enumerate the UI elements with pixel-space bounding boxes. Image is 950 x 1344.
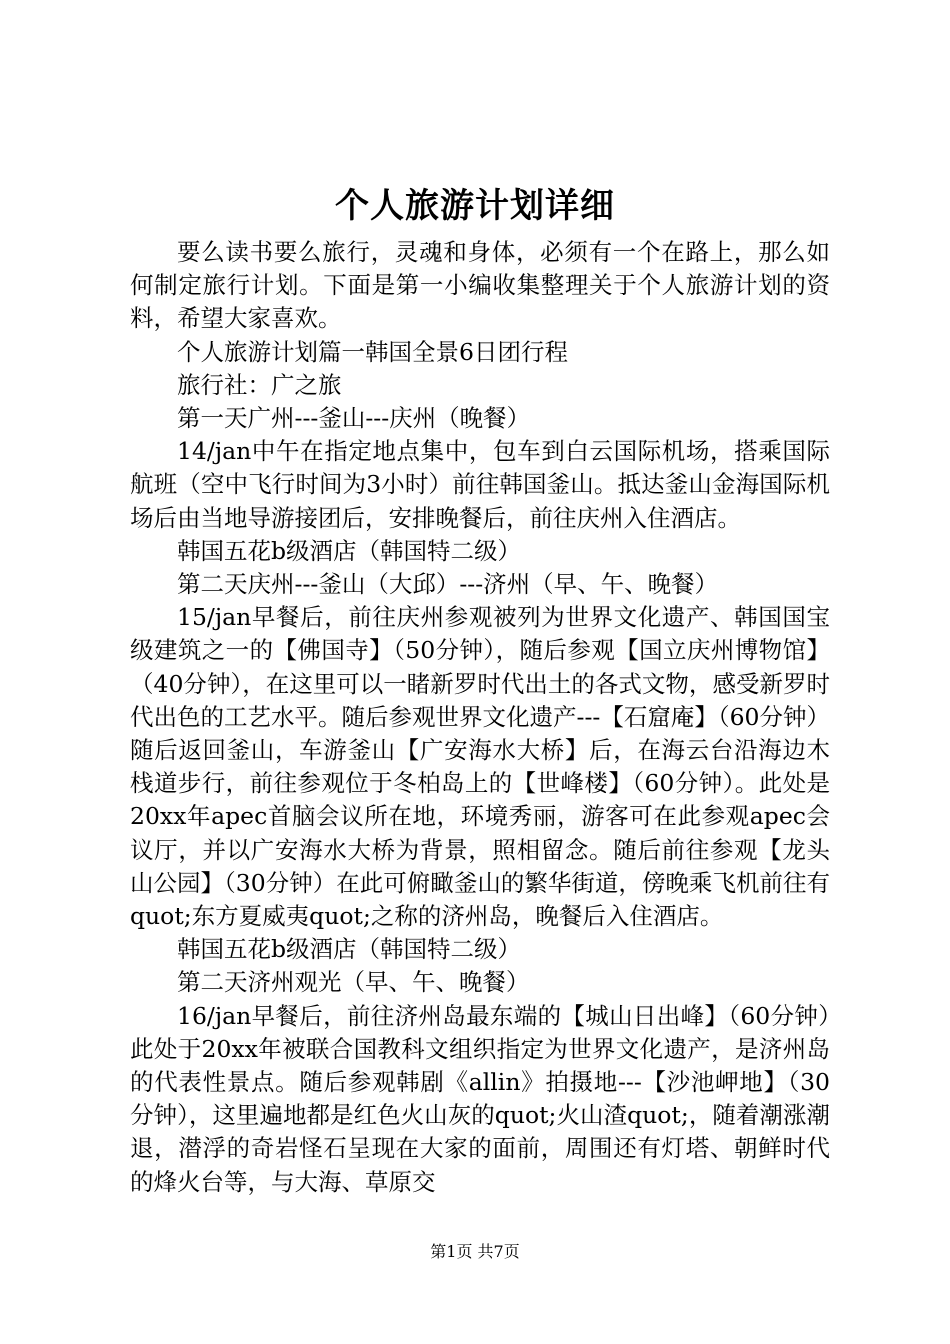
paragraph-section-heading: 个人旅游计划篇一韩国全景6日团行程 [177,337,568,366]
paragraph-intro: 要么读书要么旅行，灵魂和身体，必须有一个在路上，那么如何制定旅行计划。下面是第一小编收集整理关于个人旅游计划的资料，希望大家喜欢。 [130,238,830,333]
paragraph-day1-detail: 14/jan中午在指定地点集中，包车到白云国际机场，搭乘国际航班（空中飞行时间为3小时）前往韩国釜山。抵达釜山金海国际机场后由当地导游接团后，安排晚餐后，前往庆州入住酒店。 [130,437,830,532]
paragraph-day3-heading: 第二天济州观光（早、午、晚餐） [177,968,530,997]
paragraph-day2-heading: 第二天庆州---釜山（大邱）---济州（早、午、晚餐） [177,570,719,599]
paragraph-hotel-1: 韩国五花b级酒店（韩国特二级） [177,536,522,565]
paragraph-agency: 旅行社：广之旅 [177,370,342,399]
paragraph-day1-heading: 第一天广州---釜山---庆州（晚餐） [177,404,531,433]
paragraph-day2-detail: 15/jan早餐后，前往庆州参观被列为世界文化遗产、韩国国宝级建筑之一的【佛国寺】（50分钟），随后参观【国立庆州博物馆】（40分钟），在这里可以一睹新罗时代出土的各式文物，感受新罗时代出色的工艺水平。随后参观世界文化遗产---【石窟庵】（60分钟）随后返回釜山，车游釜山【广安海水大桥】后，在海云台沿海边木栈道步行，前往参观位于冬柏岛上的【世峰楼】（60分钟）。此处是20xx年apec首脑会议所在地，环境秀丽，游客可在此参观apec会议厅，并以广安海水大桥为背景，照相留念。随后前往参观【龙头山公园】（30分钟）在此可俯瞰釜山的繁华街道，傍晚乘飞机前往有quot;东方夏威夷quot;之称的济州岛，晚餐后入住酒店。 [130,603,830,931]
paragraph-hotel-2: 韩国五花b级酒店（韩国特二级） [177,935,522,964]
document-title: 个人旅游计划详细 [335,186,615,226]
document-body [130,236,830,1199]
paragraph-day3-detail: 16/jan早餐后，前往济州岛最东端的【城山日出峰】（60分钟）此处于20xx年被联合国教科文组织指定为世界文化遗产，是济州岛的代表性景点。随后参观韩剧《allin》拍摄地---【沙池岬地】（30分钟），这里遍地都是红色火山灰的quot;火山渣quot;，随着潮涨潮退，潜浮的奇岩怪石呈现在大家的面前，周围还有灯塔、朝鲜时代的烽火台等，与大海、草原交 [130,1001,830,1196]
page-footer: 第1页 共7页 [430,1242,520,1261]
